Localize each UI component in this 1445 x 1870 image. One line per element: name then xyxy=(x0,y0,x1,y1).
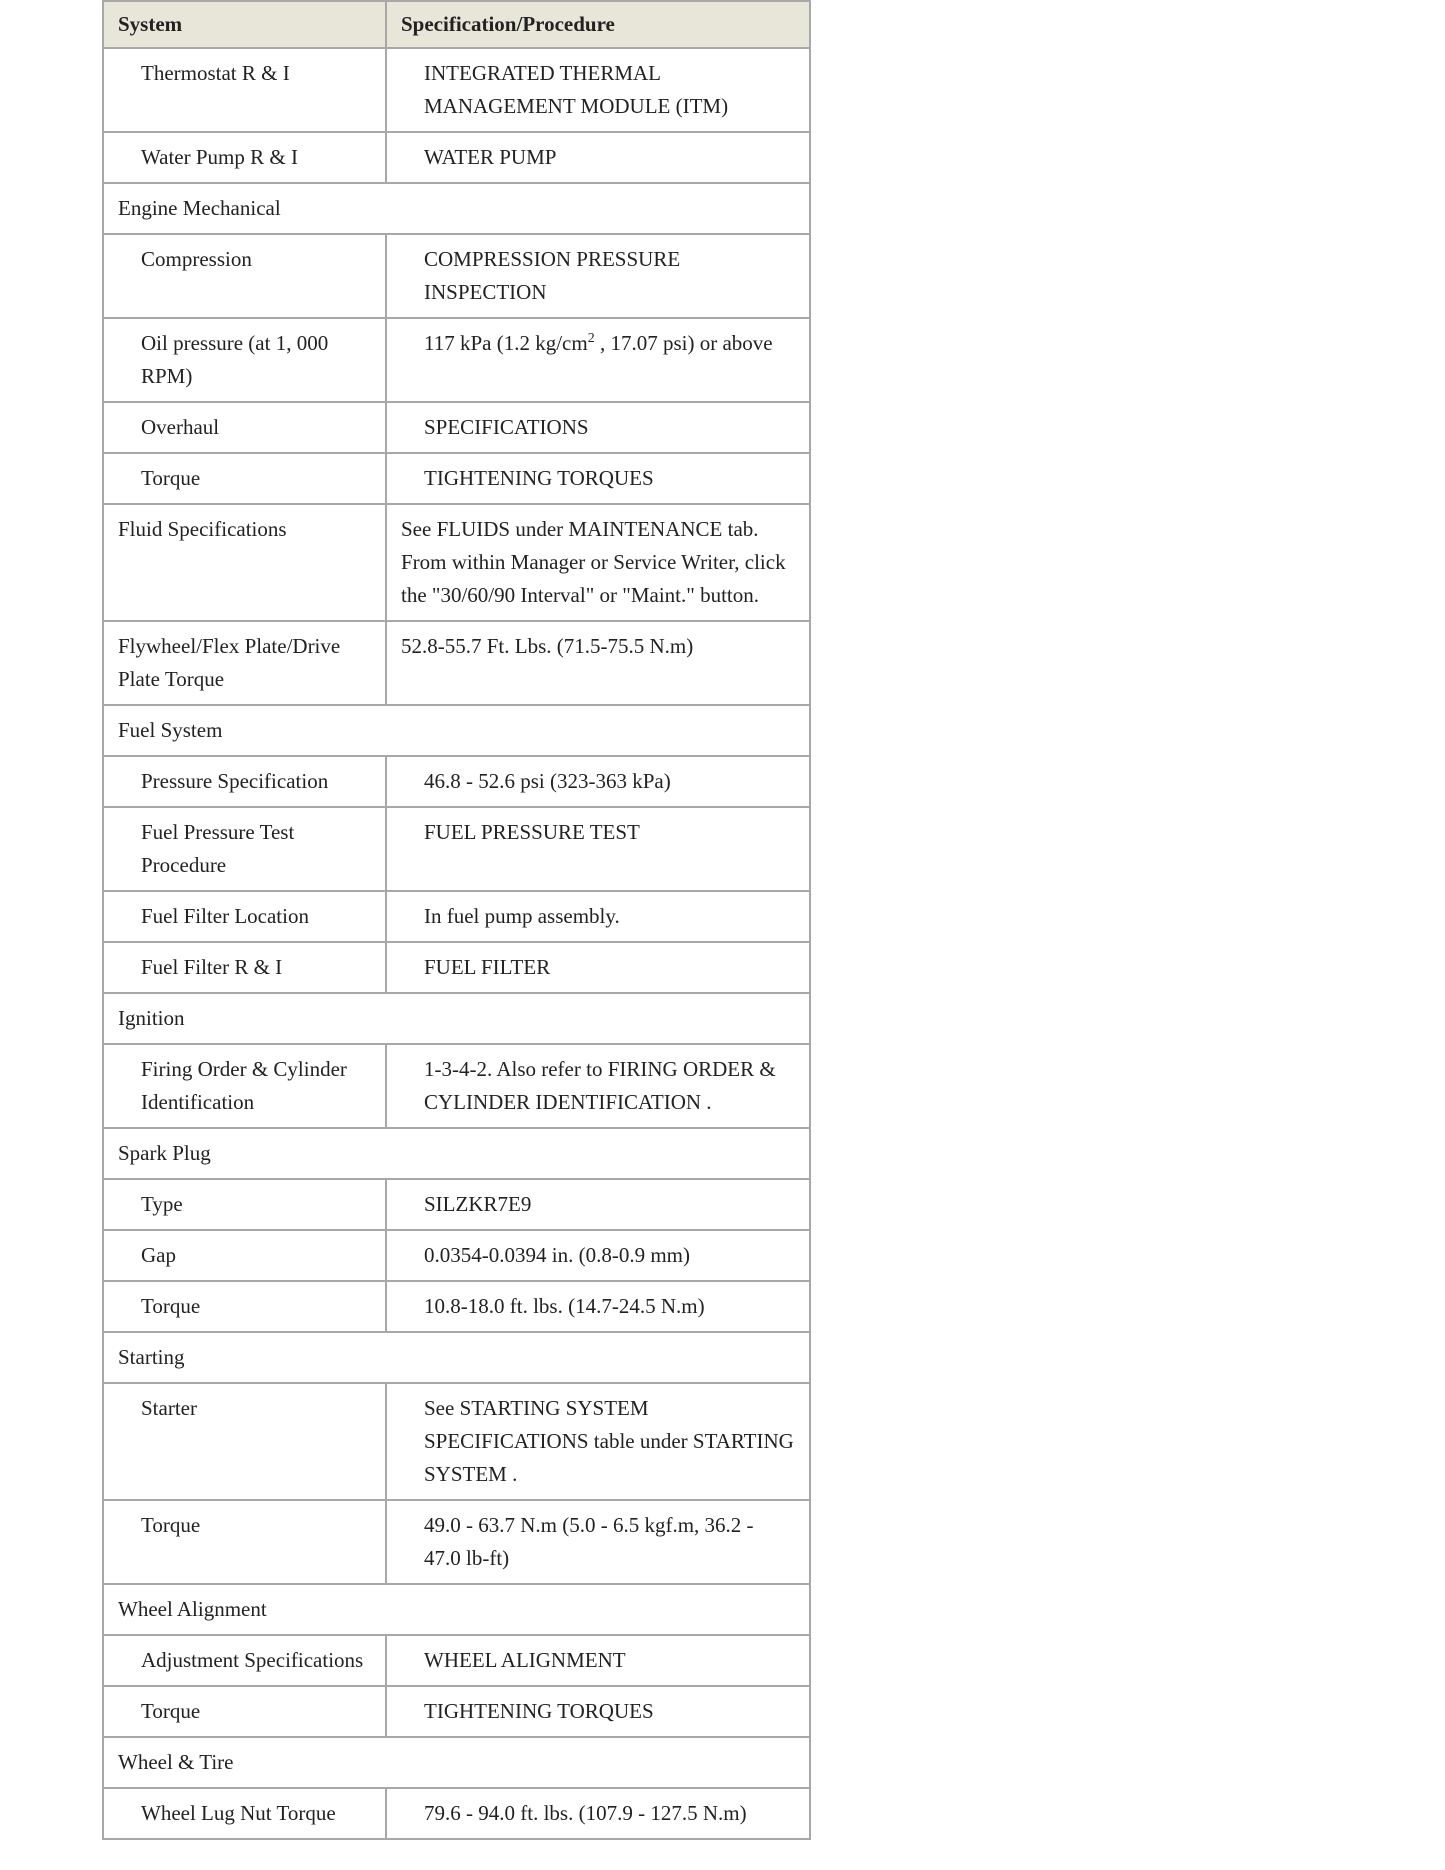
specifications-table xyxy=(102,0,811,1840)
table-row xyxy=(103,504,810,621)
system-cell: Type xyxy=(103,1179,386,1230)
table-row xyxy=(103,453,810,504)
specification-cell: See FLUIDS under MAINTENANCE tab. From within Manager or Service Writer, click the "30/60/90 Interval" or "Maint." button. xyxy=(386,504,810,621)
table-row xyxy=(103,942,810,993)
section-row xyxy=(103,1128,810,1179)
system-cell: Thermostat R & I xyxy=(103,48,386,132)
specification-cell: See STARTING SYSTEM SPECIFICATIONS table under STARTING SYSTEM . xyxy=(386,1383,810,1500)
system-cell: Adjustment Specifications xyxy=(103,1635,386,1686)
table-row xyxy=(103,1788,810,1839)
specification-cell: 10.8-18.0 ft. lbs. (14.7-24.5 N.m) xyxy=(386,1281,810,1332)
system-cell: Starter xyxy=(103,1383,386,1500)
system-cell: Torque xyxy=(103,1281,386,1332)
specification-cell: SILZKR7E9 xyxy=(386,1179,810,1230)
table-row xyxy=(103,807,810,891)
specification-cell: FUEL FILTER xyxy=(386,942,810,993)
specification-cell: FUEL PRESSURE TEST xyxy=(386,807,810,891)
table-row xyxy=(103,1179,810,1230)
system-cell: Fuel Pressure Test Procedure xyxy=(103,807,386,891)
section-row xyxy=(103,1332,810,1383)
section-row xyxy=(103,993,810,1044)
table-row xyxy=(103,132,810,183)
table-row xyxy=(103,756,810,807)
specification-cell xyxy=(386,318,810,402)
system-cell: Torque xyxy=(103,1500,386,1584)
system-cell: Torque xyxy=(103,1686,386,1737)
section-heading: Starting xyxy=(103,1332,810,1383)
section-heading: Wheel Alignment xyxy=(103,1584,810,1635)
specification-cell: TIGHTENING TORQUES xyxy=(386,1686,810,1737)
system-cell: Fuel Filter Location xyxy=(103,891,386,942)
system-cell: Gap xyxy=(103,1230,386,1281)
table-row xyxy=(103,1230,810,1281)
table-row xyxy=(103,48,810,132)
system-cell: Oil pressure (at 1, 000 RPM) xyxy=(103,318,386,402)
specification-cell: 46.8 - 52.6 psi (323-363 kPa) xyxy=(386,756,810,807)
table-row xyxy=(103,1635,810,1686)
specification-cell: 1-3-4-2. Also refer to FIRING ORDER & CYLINDER IDENTIFICATION . xyxy=(386,1044,810,1128)
table-row xyxy=(103,1686,810,1737)
spec-text: , 17.07 psi) or above xyxy=(594,331,773,355)
table-header-row xyxy=(103,1,810,48)
system-cell: Firing Order & Cylinder Identification xyxy=(103,1044,386,1128)
section-row xyxy=(103,1737,810,1788)
table-row xyxy=(103,402,810,453)
table-row xyxy=(103,621,810,705)
section-row xyxy=(103,183,810,234)
table-row xyxy=(103,1500,810,1584)
specification-cell: WHEEL ALIGNMENT xyxy=(386,1635,810,1686)
specification-cell: INTEGRATED THERMAL MANAGEMENT MODULE (ITM) xyxy=(386,48,810,132)
table-row xyxy=(103,318,810,402)
system-cell: Compression xyxy=(103,234,386,318)
specification-cell: 52.8-55.7 Ft. Lbs. (71.5-75.5 N.m) xyxy=(386,621,810,705)
specification-cell: 0.0354-0.0394 in. (0.8-0.9 mm) xyxy=(386,1230,810,1281)
specification-cell: 79.6 - 94.0 ft. lbs. (107.9 - 127.5 N.m) xyxy=(386,1788,810,1839)
section-heading: Spark Plug xyxy=(103,1128,810,1179)
spec-text: 117 kPa (1.2 kg/cm xyxy=(424,331,588,355)
specification-cell: 49.0 - 63.7 N.m (5.0 - 6.5 kgf.m, 36.2 - 47.0 lb-ft) xyxy=(386,1500,810,1584)
specification-cell: WATER PUMP xyxy=(386,132,810,183)
column-header-system: System xyxy=(103,1,386,48)
system-cell: Fluid Specifications xyxy=(103,504,386,621)
system-cell: Water Pump R & I xyxy=(103,132,386,183)
table-row xyxy=(103,1281,810,1332)
table-row xyxy=(103,234,810,318)
system-cell: Fuel Filter R & I xyxy=(103,942,386,993)
system-cell: Overhaul xyxy=(103,402,386,453)
section-row xyxy=(103,705,810,756)
superscript: 2 xyxy=(587,331,595,346)
specification-cell: SPECIFICATIONS xyxy=(386,402,810,453)
section-heading: Engine Mechanical xyxy=(103,183,810,234)
table-row xyxy=(103,891,810,942)
column-header-specification: Specification/Procedure xyxy=(386,1,810,48)
specification-cell: COMPRESSION PRESSURE INSPECTION xyxy=(386,234,810,318)
table-row xyxy=(103,1383,810,1500)
system-cell: Torque xyxy=(103,453,386,504)
section-heading: Fuel System xyxy=(103,705,810,756)
system-cell: Flywheel/Flex Plate/Drive Plate Torque xyxy=(103,621,386,705)
section-heading: Ignition xyxy=(103,993,810,1044)
section-heading: Wheel & Tire xyxy=(103,1737,810,1788)
system-cell: Pressure Specification xyxy=(103,756,386,807)
table-body xyxy=(103,48,810,1839)
section-row xyxy=(103,1584,810,1635)
table-row xyxy=(103,1044,810,1128)
specification-cell: In fuel pump assembly. xyxy=(386,891,810,942)
specification-cell: TIGHTENING TORQUES xyxy=(386,453,810,504)
system-cell: Wheel Lug Nut Torque xyxy=(103,1788,386,1839)
